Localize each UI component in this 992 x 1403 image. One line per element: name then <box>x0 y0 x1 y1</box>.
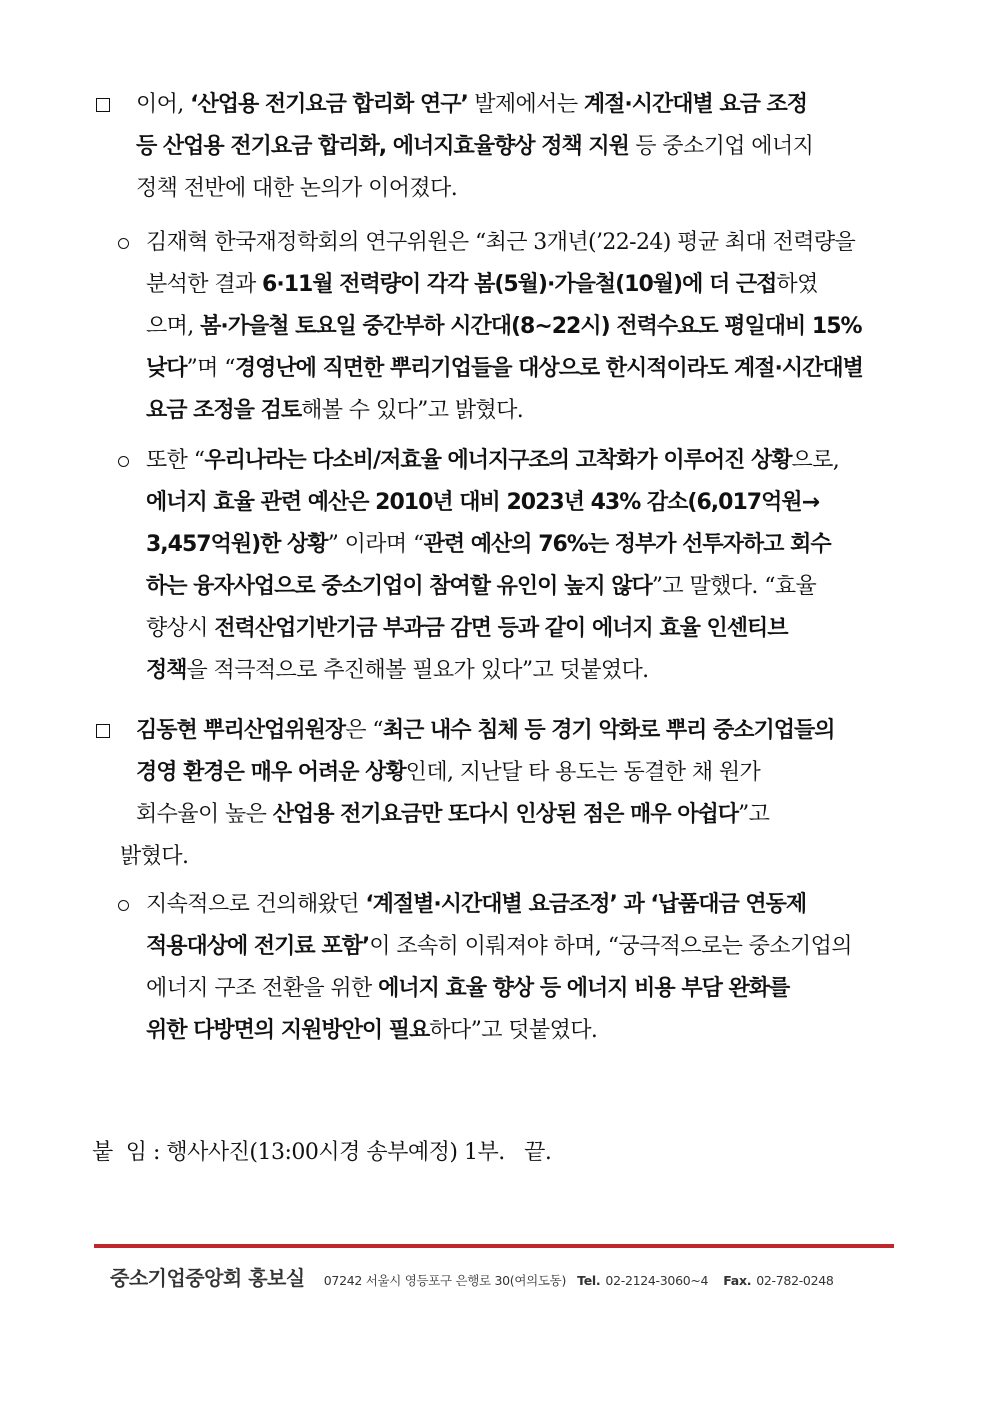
text-line: 3,457억원)한 상황” 이라며 “관련 예산의 76%는 정부가 선투자하고 회수 <box>146 532 831 557</box>
text-line: 으며, 봄·가을철 토요일 중간부하 시간대(8~22시) 전력수요도 평일대비 15% <box>146 314 862 339</box>
text-line: 지속적으로 건의해왔던 ‘계절별·시간대별 요금조정’ 과 ‘납품대금 연동제 <box>146 892 807 917</box>
footer-fax: 02-782-0248 <box>756 1273 834 1288</box>
footer-fax-label: Fax. <box>723 1273 752 1288</box>
square-bullet-icon <box>96 724 110 738</box>
text-line: 김동현 뿌리산업위원장은 “최근 내수 침체 등 경기 악화로 뿌리 중소기업들의 <box>136 718 835 743</box>
paragraph-committee-chair-remarks <box>92 710 900 878</box>
circle-bullet-icon <box>118 900 129 911</box>
text-line: 이어, ‘산업용 전기요금 합리화 연구’ 발제에서는 계절·시간대별 요금 조정 <box>136 92 808 117</box>
footer-divider <box>94 1244 894 1248</box>
text-line: 김재혁 한국재정학회의 연구위원은 “최근 3개년(’22-24) 평균 최대 전력량을 <box>146 230 856 255</box>
circle-bullet-icon <box>118 238 129 249</box>
text-line: 적용대상에 전기료 포함’이 조속히 이뤄져야 하며, “궁극적으로는 중소기업의 <box>146 934 852 959</box>
text-line: 등 산업용 전기요금 합리화, 에너지효율향상 정책 지원 등 중소기업 에너지 <box>136 134 814 159</box>
text-line: 정책 전반에 대한 논의가 이어졌다. <box>136 176 458 201</box>
footer <box>110 1262 900 1291</box>
paragraph-policy-requests <box>112 884 900 1052</box>
paragraph-researcher-analysis <box>112 222 900 432</box>
text-line: 또한 “우리나라는 다소비/저효율 에너지구조의 고착화가 이루어진 상황으로, <box>146 448 840 473</box>
text-line: 회수율이 높은 산업용 전기요금만 또다시 인상된 점은 매우 아쉽다”고 <box>136 802 770 827</box>
text-line: 에너지 구조 전환을 위한 에너지 효율 향상 등 에너지 비용 부담 완화를 <box>146 976 790 1001</box>
footer-tel: 02-2124-3060~4 <box>605 1273 709 1288</box>
text-line: 밝혔다. <box>120 844 189 869</box>
text-line: 에너지 효율 관련 예산은 2010년 대비 2023년 43% 감소(6,017억원→ <box>146 490 820 515</box>
text-line: 향상시 전력산업기반기금 부과금 감면 등과 같이 에너지 효율 인센티브 <box>146 616 788 641</box>
square-bullet-icon <box>96 98 110 112</box>
attachment-note: 붙 임 : 행사사진(13:00시경 송부예정) 1부. 끝. <box>92 1140 552 1165</box>
text-line: 요금 조정을 검토해볼 수 있다”고 밝혔다. <box>146 398 524 423</box>
circle-bullet-icon <box>118 456 129 467</box>
text-line: 분석한 결과 6·11월 전력량이 각각 봄(5월)·가을철(10월)에 더 근접하였 <box>146 272 818 297</box>
text-line: 경영 환경은 매우 어려운 상황인데, 지난달 타 용도는 동결한 채 원가 <box>136 760 761 785</box>
footer-tel-label: Tel. <box>577 1273 601 1288</box>
text-line: 위한 다방면의 지원방안이 필요하다”고 덧붙였다. <box>146 1018 598 1043</box>
text-line: 하는 융자사업으로 중소기업이 참여할 유인이 높지 않다”고 말했다. “효율 <box>146 574 817 599</box>
text-line: 정책을 적극적으로 추진해볼 필요가 있다”고 덧붙였다. <box>146 658 649 683</box>
footer-org-name: 중소기업중앙회 홍보실 <box>110 1266 305 1290</box>
paragraph-industrial-tariff-study <box>92 84 900 210</box>
text-line: 낮다”며 “경영난에 직면한 뿌리기업들을 대상으로 한시적이라도 계절·시간대별 <box>146 356 863 381</box>
footer-address: 07242 서울시 영등포구 은행로 30(여의도동) <box>323 1273 567 1288</box>
paragraph-efficiency-budget <box>112 440 900 692</box>
